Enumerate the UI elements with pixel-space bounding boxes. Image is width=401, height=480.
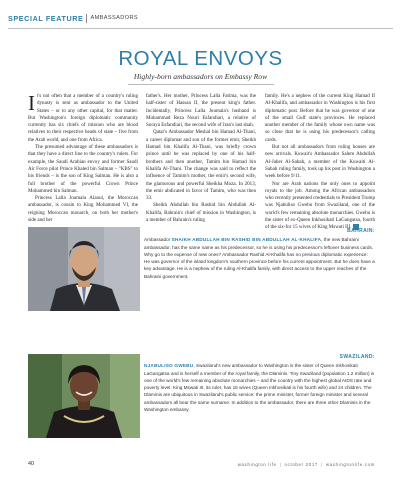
article-subtitle: Highly-born ambassadors on Embassy Row [133,72,268,81]
footer-publication: washington life [237,462,277,467]
footer-issue: october 2017 [284,462,319,467]
photo-caption-swaziland: SWAZILAND: NJABULISO GWEBU, Swaziland's new ambassador to Washington is the sister of Queen Inkhosikati LaGangatsa and is herself a member of the royal family, the Dlaminis. Tiny Swaziland (population 1.2 million) is one of the world's few remaining absolute monarchies – and the country with the highest global AIDS rate and poverty level. King Mswati III, its ruler, has 15 wives (Queen Inkhosikati is his fourth wife) and 24 children. The Dlaminis are ubiquitous in Swaziland's public service: the prime minister, former foreign minister and several ambassadors all bear the same surname. In addition to the ambassador, there are three other Dlaminis in the Washington embassy. [144,354,375,413]
page-number: 40 [28,461,35,467]
photo-caption-bahrain: BAHRAIN: Ambassador SHAIKH ABDULLAH BIN RASHID BIN ABDULLAH AL-KHALIFA, the new Bahraini ambassador, has the same name as his predecessor, so he is using his predecessor's leftover business cards. Why go to the expense of new ones? Ambassador Rashid Al-Khalifa has no previous diplomatic experience: He was governor of the island kingdom's southern province before his current appointment. But he does have a key advantage. He is a nephew of the ruling Al-Khalifa family, with direct access to the upper reaches of the Bahraini government. [144,228,375,279]
section-header [8,12,138,24]
footer-divider: | [321,462,323,467]
footer-divider: | [279,462,282,467]
title-rule [128,84,274,85]
section-label: SPECIAL FEATURE [8,13,84,23]
paragraph: Qatar's Ambassador Meshal bin Hamad Al-Thani, a career diplomat and son of the former emir, Sheikh Hamad bin Khalifa Al-Thani, was briefly crown prince until he was replaced by one of his half-brothers and then another, Tamim bin Hamad bin Khalifa Al-Thani. The change was said to reflect the influence of Tamim's mother, the emir's second wife, the glamorous and powerful Sheikha Moza. In 2013, the emir abdicated in favor of Tamim, who was then 33. [146,129,256,202]
paragraph: father's. Her mother, Princess Lalla Fatima, was the half-sister of Hassan II, the present king's father. Incidentally, Princess Lalla Joumala's husband is Muhammad Reza Nouri Esfandiari, a relative of Soraya Esfandiari, the second wife of Iran's last shah. [146,93,256,129]
paragraph: Nor are Arab nations the only ones to appoint royals to the job. Among the African ambassadors who recently presented credentials to President Trump was Njabuliso Gwebu from Swaziland, one of the world's few remaining absolute monarchies. Gwebu is the sister of ex-Queen Inkhosikati LaGangatsa, fourth of the six-for 15 wives of King Mswati III. [265,180,375,231]
body-column-3 [265,93,375,232]
footer-url[interactable]: washingtonlife.com [325,462,375,467]
drop-cap: I [28,91,35,115]
caption-name: SHAIKH ABDULLAH BIN RASHID BIN ABDULLAH AL-KHALIFA [171,237,322,243]
ambassador-bahrain-photo [28,227,140,311]
caption-country: BAHRAIN: [347,228,375,234]
paragraph: Princess Lalla Joumala Alaoui, the Moroccan ambassador, is cousin to King Mohammed VI, the reigning Moroccan monarch, on both her mother's side and her [28,195,138,224]
body-column-2 [146,93,256,224]
section-divider [86,14,87,23]
paragraph: family. He's a nephew of the current King Hamad II Al-Khalifa, and ambassador in Washington is his first diplomatic post. Before that he was governor of one of the small Gulf state's provinces. He replaced another member of the family whose own name was so close that he is using his predecessor's calling cards. [265,93,375,143]
caption-country: SWAZILAND: [339,354,375,360]
page-footer [238,462,375,467]
subsection-label: AMBASSADORS [90,15,139,21]
caption-name: NJABULISO GWEBU [144,363,194,369]
paragraph: Sheikh Abdullah bin Rashid bin Abdullah Al-Khalifa, Bahrain's chief of mission in Washington, is a member of Bahrain's ruling [146,202,256,224]
article-title: ROYAL ENVOYS [118,47,283,70]
paragraph: The presumed advantage of these ambassadors is that they have a direct line to the country's rulers. For example, the Saudi Arabian envoy and former Saudi Air Force pilot Prince Khaled bin Salman – "KBS" to his friends – is the son of King Salman. He is also a full brother of the powerful Crown Prince Mohammed bin Salman. [28,144,138,194]
ambassador-swaziland-photo [28,354,140,438]
body-column-1 [28,93,138,224]
paragraph: It's not often that a member of a country's ruling dynasty is sent as ambassador to the United States – or to any other capital, for that matter. But Washington's foreign diplomatic community currently has six chiefs of mission who are blood relatives to their respective heads of state – five from the Arab world, and one from Africa. [28,91,138,143]
paragraph: But not all ambassadors from ruling houses are new arrivals. Kuwait's Ambassador Salem Abdullah Al-Jaber Al-Sabah, a member of the Kuwaiti Al-Sabah ruling family, took up his post in Washington a week before 9/11. [265,144,375,180]
header-rule [8,28,393,29]
